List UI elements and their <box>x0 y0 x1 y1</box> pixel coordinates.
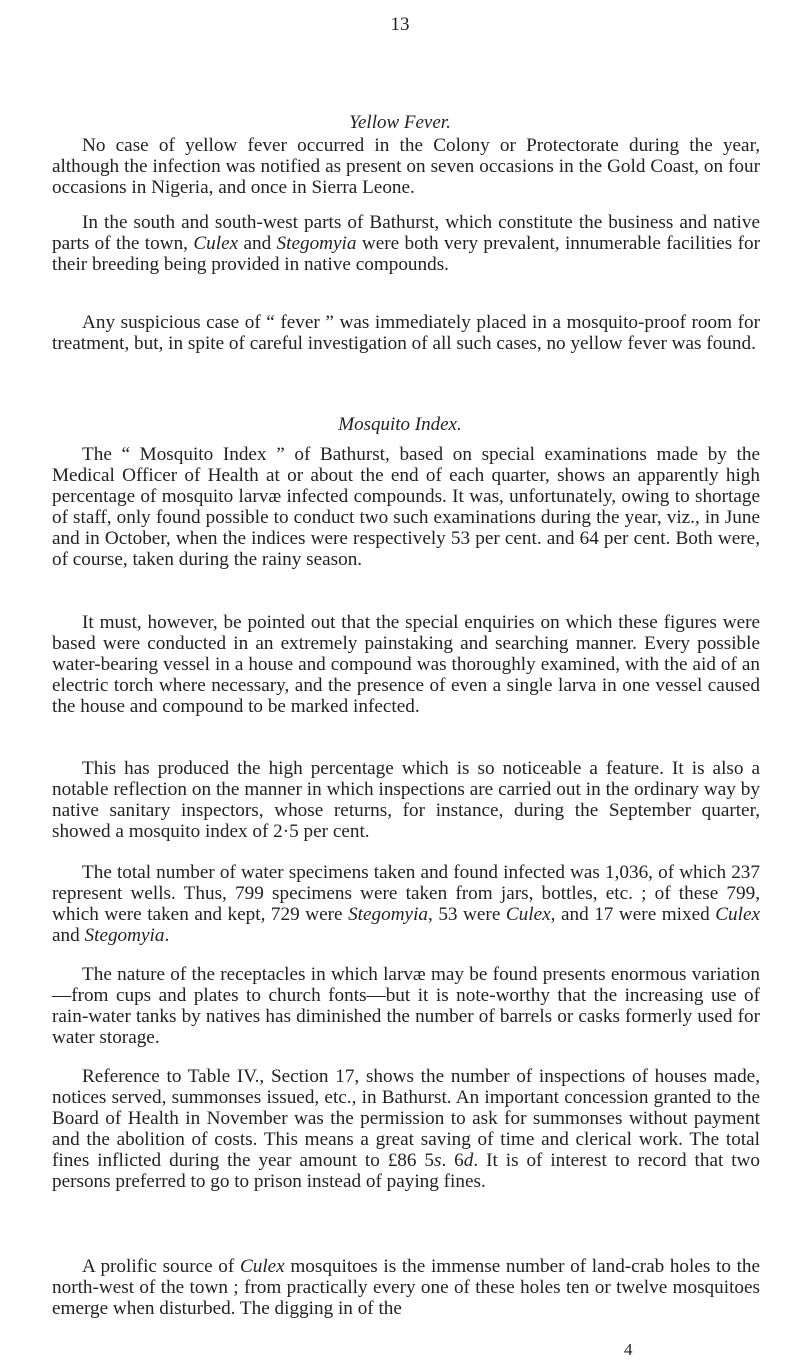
text-run: mosquitoes is the immense number of land-crab holes to the north-west of the town ; from practically every one of these holes ten or twelve mosquitoes emerge when disturbed. The digging in of the <box>52 1256 761 1319</box>
text-run: The total number of water specimens taken and found infected was 1,036, of which 237 represent wells. Thus, 799 specimens were taken from jars, bottles, etc. ; of these 799, which were taken and kept, 729 were <box>52 862 760 925</box>
mosquito-index-paragraph-4 <box>52 862 760 946</box>
yellow-fever-heading: Yellow Fever. <box>349 112 451 133</box>
species-stegomyia: Stegomyia <box>84 925 165 946</box>
signature-mark: 4 <box>624 1340 633 1359</box>
mosquito-index-heading: Mosquito Index. <box>338 414 462 435</box>
mosquito-index-paragraph-5: The nature of the receptacles in which larvæ may be found presents enormous variation—from cups and plates to church fonts—but it is note-worthy that the increasing use of rain-water tanks by natives has diminished the number of barrels or casks formerly used for water storage. <box>52 964 760 1048</box>
text-run: and <box>238 233 277 254</box>
mosquito-index-paragraph-1: The “ Mosquito Index ” of Bathurst, based on special examinations made by the Medical Officer of Health at or about the end of each quarter, shows an apparently high percentage of mosquito larvæ infected compounds. It was, unfortunately, owing to shortage of staff, only found possible to conduct two such examinations during the year, viz., in June and in October, when the indices were respectively 53 per cent. and 64 per cent. Both were, of course, taken during the rainy season. <box>52 444 760 570</box>
text-run: and <box>52 925 85 946</box>
species-culex: Culex <box>239 1256 285 1277</box>
species-stegomyia: Stegomyia <box>348 904 428 925</box>
species-stegomyia: Stegomyia <box>276 233 357 254</box>
species-culex: Culex <box>505 904 551 925</box>
text-run: , and 17 were mixed <box>550 904 716 925</box>
yellow-fever-paragraph-3: Any suspicious case of “ fever ” was immediately placed in a mosquito-proof room for treatment, but, in spite of careful investigation of all such cases, no yellow fever was found. <box>52 312 760 354</box>
yellow-fever-paragraph-2 <box>52 212 760 275</box>
text-run: Reference to Table IV., Section 17, shows the number of inspections of houses made, notices served, summonses issued, etc., in Bathurst. An important concession granted to the Board of Health in November was the permission to ask for summonses without payment and the abolition of costs. This means a great saving of time and clerical work. The total fines inflicted during the year amount to £86 5 <box>52 1066 760 1171</box>
mosquito-index-paragraph-6 <box>52 1066 760 1192</box>
text-run: . <box>164 925 170 946</box>
page-number: 13 <box>390 14 410 35</box>
species-culex: Culex <box>193 233 239 254</box>
mosquito-index-paragraph-3: This has produced the high percentage which is so noticeable a feature. It is also a notable reflection on the manner in which inspections are carried out in the ordinary way by native sanitary inspectors, whose returns, for instance, during the September quarter, showed a mosquito index of 2·5 per cent. <box>52 758 760 842</box>
text-run: In the south and south-west parts of Bathurst, which constitute the business and native parts of the town, <box>52 212 760 254</box>
mosquito-index-paragraph-2: It must, however, be pointed out that the special enquiries on which these figures were based were conducted in an extremely painstaking and searching manner. Every possible water-bearing vessel in a house and compound was thoroughly examined, with the aid of an electric torch where necessary, and the presence of even a single larva in one vessel caused the house and compound to be marked infected. <box>52 612 760 717</box>
currency-unit-shillings: s <box>434 1150 442 1171</box>
text-run: were both very prevalent, innumerable facilities for their breeding being provided in native compounds. <box>52 233 760 275</box>
yellow-fever-paragraph-1: No case of yellow fever occurred in the Colony or Protectorate during the year, although the infection was notified as present on seven occasions in the Gold Coast, on four occasions in Nigeria, and once in Sierra Leone. <box>52 135 760 198</box>
currency-unit-pence: d <box>463 1150 474 1171</box>
species-culex: Culex <box>715 904 760 925</box>
text-run: A prolific source of <box>82 1256 240 1277</box>
text-run: . 6 <box>441 1150 464 1171</box>
mosquito-index-paragraph-7 <box>52 1256 760 1319</box>
text-run: , 53 were <box>428 904 506 925</box>
text-run: . It is of interest to record that two persons preferred to go to prison instead of paying fines. <box>52 1150 760 1192</box>
